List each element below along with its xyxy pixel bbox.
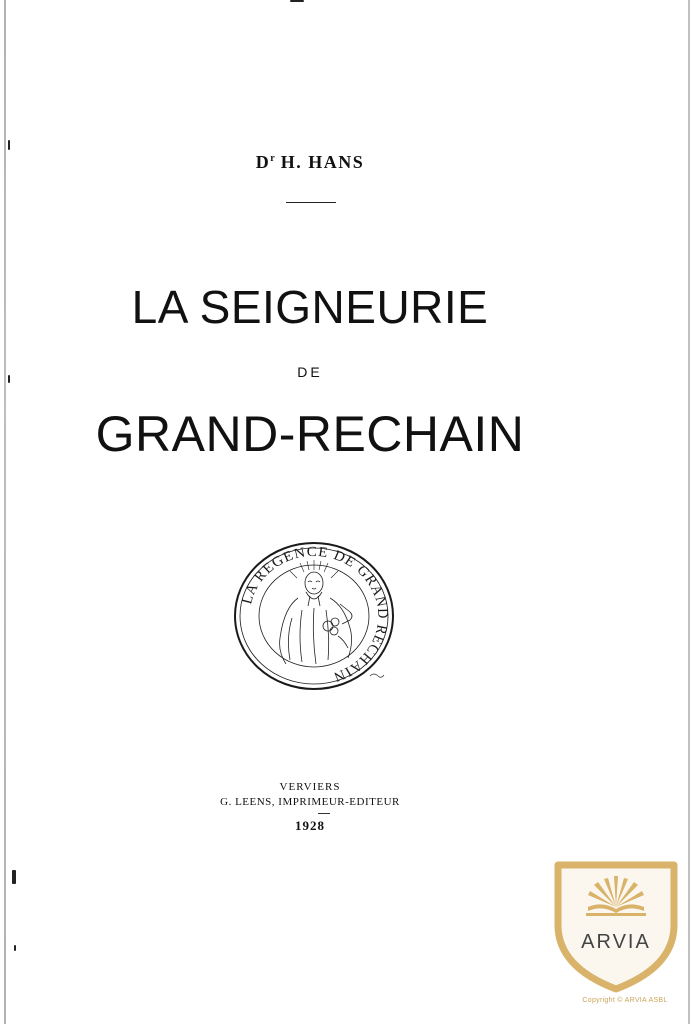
imprint-rule — [318, 813, 330, 814]
copyright-notice: Copyright © ARVIA ASBL — [582, 997, 668, 1004]
engraver-signature — [370, 674, 384, 677]
book-title-line1: LA SEIGNEURIE — [131, 281, 489, 333]
author-title-sup: r — [270, 153, 275, 164]
scan-speck — [8, 140, 10, 150]
logo-text: ARVIA — [581, 931, 651, 953]
author-name: H. HANS — [280, 152, 365, 172]
separator-rule — [286, 202, 336, 203]
scan-speck — [12, 870, 16, 884]
saint-figure — [280, 560, 352, 664]
scan-speck — [14, 945, 16, 951]
imprint-year: 1928 — [295, 818, 325, 833]
author-title: D — [255, 152, 271, 172]
scan-edge-right — [688, 0, 690, 1024]
imprint-publisher: G. LEENS, IMPRIMEUR-EDITEUR — [220, 796, 400, 808]
author-line — [0, 152, 620, 173]
book-title-connector: DE — [297, 364, 323, 380]
seal-inscription: LA REGENCE DE GRAND RECHAIN — [238, 544, 391, 685]
book-title-line2: GRAND-RECHAIN — [95, 406, 525, 462]
seal-image — [232, 540, 396, 692]
arvia-logo — [550, 855, 682, 995]
scan-speck — [290, 0, 304, 2]
imprint-city: VERVIERS — [279, 781, 341, 793]
